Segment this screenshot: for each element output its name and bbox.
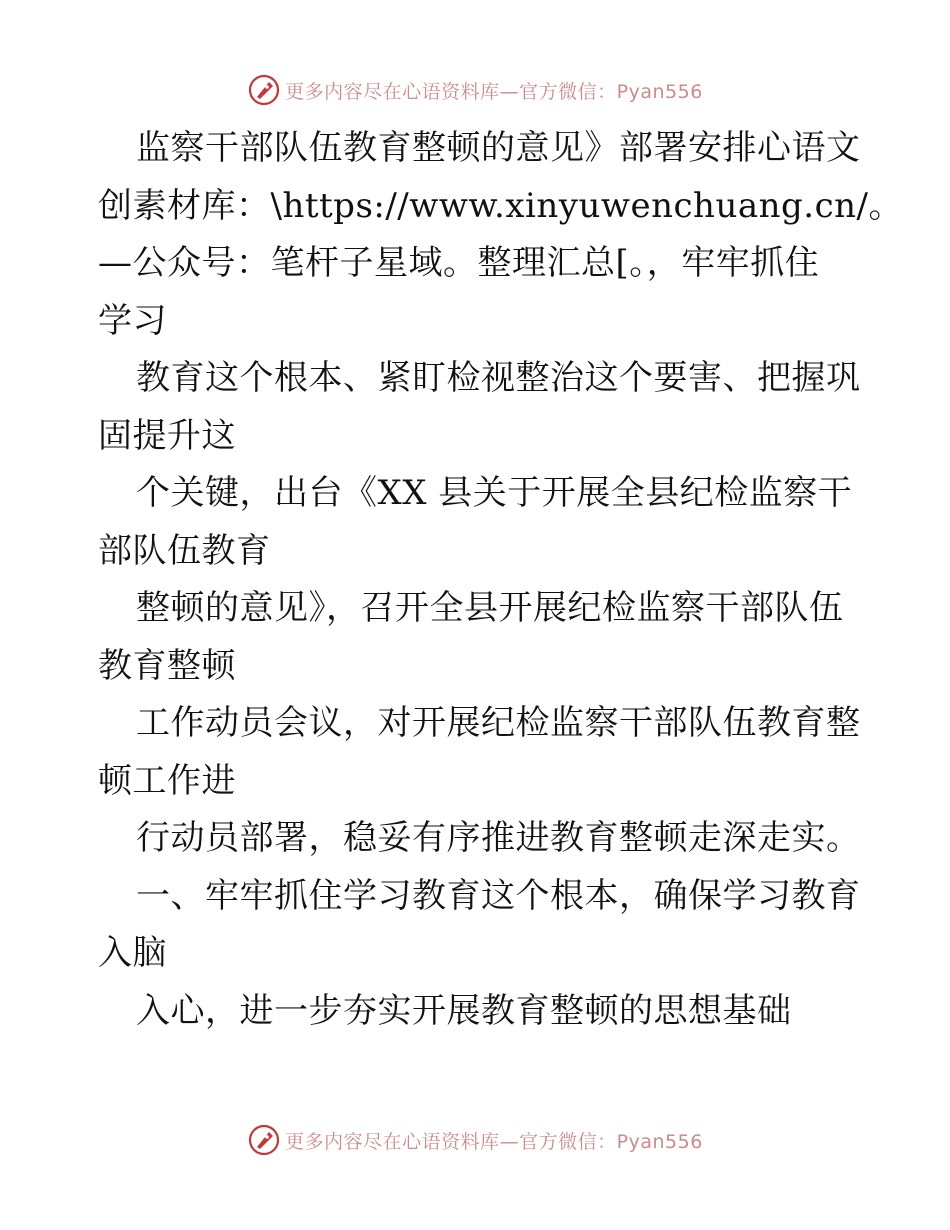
body-line-8: 部队伍教育 <box>98 530 271 571</box>
body-line-14: 一、牢牢抓住学习教育这个根本，确保学习教育 <box>136 875 861 916</box>
body-line-5: 教育这个根本、紧盯检视整治这个要害、把握巩 <box>136 358 861 398</box>
footer-banner <box>0 1120 950 1160</box>
body-line-10: 教育整顿 <box>98 645 236 686</box>
footer-banner-text: 更多内容尽在心语资料库—官方微信：Pyan556 <box>285 1130 703 1153</box>
body-line-2: 创素材库：\https://www.xinyuwenchuang.cn/。 <box>98 185 903 226</box>
pen-nib-logo-icon <box>247 73 281 107</box>
body-line-7: 个关键，出台《XX 县关于开展全县纪检监察干 <box>136 473 853 513</box>
body-line-6: 固提升这 <box>98 415 236 456</box>
header-banner <box>0 70 950 110</box>
body-line-11: 工作动员会议，对开展纪检监察干部队伍教育整 <box>136 703 861 743</box>
body-line-3: —公众号：笔杆子星域。整理汇总[。，牢牢抓住 <box>98 243 820 283</box>
body-line-12: 顿工作进 <box>98 760 236 801</box>
document-body <box>98 120 903 1040</box>
body-line-1: 监察干部队伍教育整顿的意见》部署安排心语文 <box>136 128 861 168</box>
body-line-15: 入脑 <box>98 933 167 973</box>
body-line-4: 学习 <box>98 300 167 341</box>
body-line-16: 入心，进一步夯实开展教育整顿的思想基础 <box>136 990 792 1031</box>
body-line-9: 整顿的意见》，召开全县开展纪检监察干部队伍 <box>136 588 844 628</box>
pen-nib-logo-icon <box>247 1123 281 1157</box>
header-banner-text: 更多内容尽在心语资料库—官方微信：Pyan556 <box>285 80 703 103</box>
body-line-13: 行动员部署，稳妥有序推进教育整顿走深走实。 <box>136 818 861 858</box>
